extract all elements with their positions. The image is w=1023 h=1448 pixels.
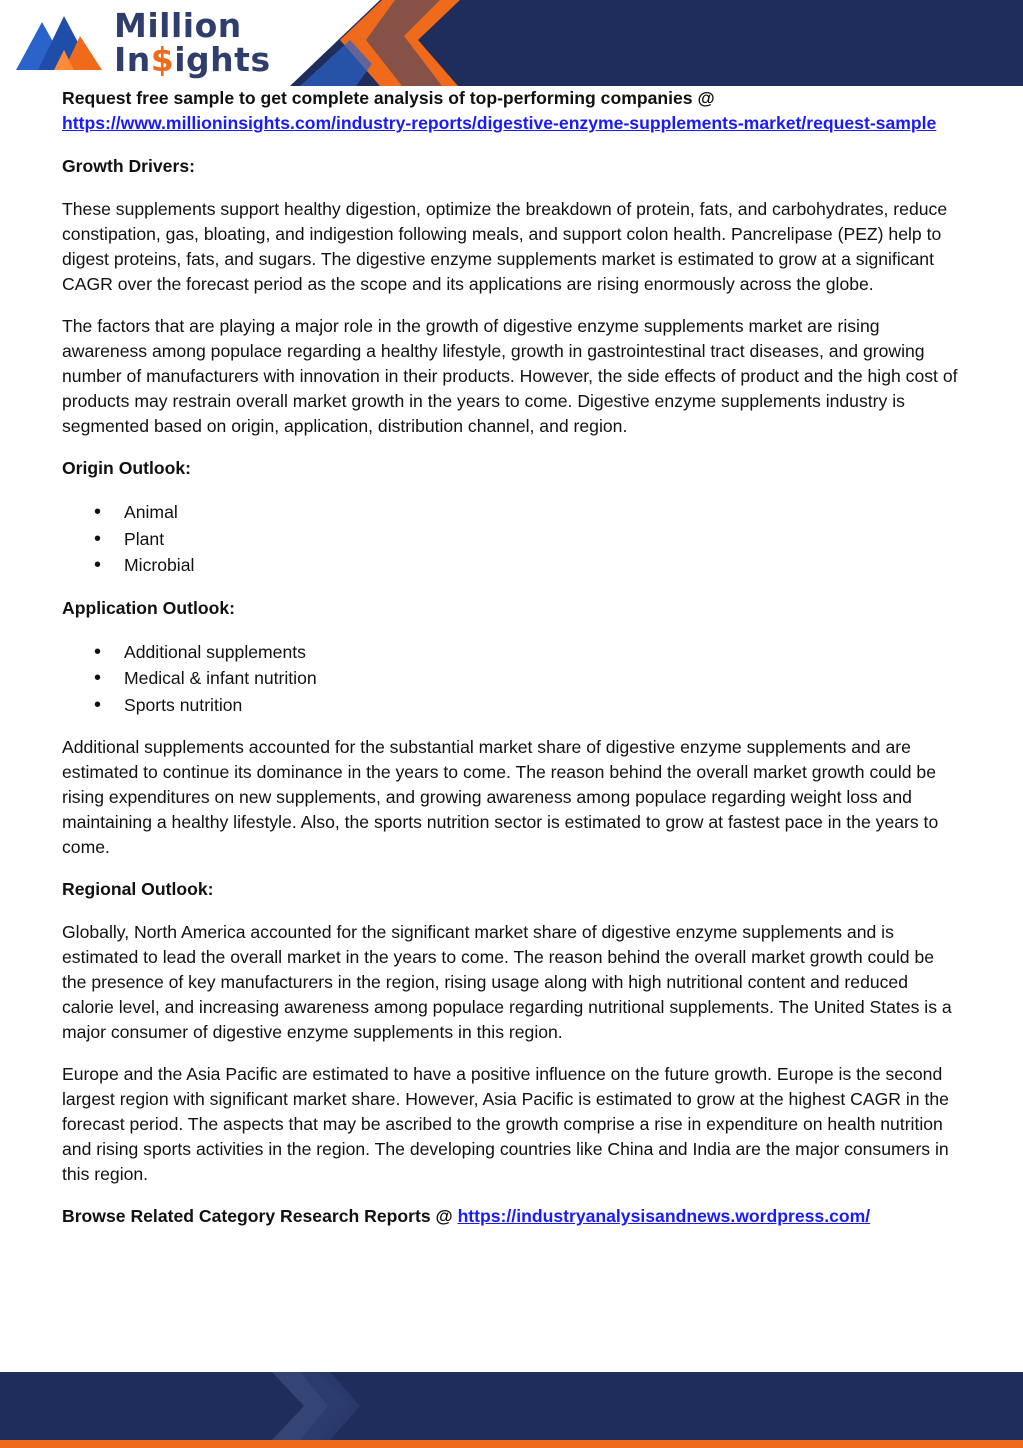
application-outlook-heading: Application Outlook: [62, 597, 235, 618]
logo-line-1: Million [114, 6, 242, 45]
origin-outlook-heading: Origin Outlook: [62, 458, 192, 478]
browse-related-text: Browse Related Category Research Reports @ [62, 1206, 453, 1226]
logo-line-2: In$ights [114, 40, 271, 79]
browse-related-line [62, 1204, 962, 1229]
list-item: • Additional supplements [124, 639, 962, 666]
growth-paragraph-1: These supplements support healthy digestion, optimize the breakdown of protein, fats, and carbohydrates, reduce constipation, gas, bloating, and indigestion following meals, and support colon health. Pancrelipase (PEZ) help to digest proteins, fats, and sugars. The digestive enzyme supplements market is estimated to grow at a significant CAGR over the forecast period as the scope and its applications are rising enormously across the globe. [62, 199, 948, 294]
growth-drivers-heading: Growth Drivers: [62, 156, 195, 176]
list-item: • Sports nutrition [124, 692, 962, 719]
regional-paragraph-1: Globally, North America accounted for the significant market share of digestive enzyme supplements and is estimated to lead the overall market in the years to come. The reason behind the overall market growth could be the presence of key manufacturers in the region, rising usage along with high nutritional content and reduced calorie level, and increasing awareness among populace regarding nutritional supplements. The United States is a major consumer of digestive enzyme supplements in this region. [62, 922, 952, 1042]
application-list [62, 639, 962, 719]
related-reports-link[interactable]: https://industryanalysisandnews.wordpress.com/ [457, 1206, 871, 1226]
list-item: • Animal [124, 499, 962, 526]
logo-mountain-icon [16, 6, 108, 74]
origin-list [62, 499, 962, 579]
intro-request-text: Request free sample to get complete analysis of top-performing companies @ [62, 88, 715, 108]
regional-paragraph-2: Europe and the Asia Pacific are estimated to have a positive influence on the future growth. Europe is the second largest region with significant market share. However, Asia Pacific is estimated to grow at the highest CAGR in the forecast period. The aspects that may be ascribed to the growth comprise a rise in expenditure on health nutrition and rising sports activities in the region. The developing countries like China and India are the major consumers in this region. [62, 1064, 949, 1184]
list-item: • Medical & infant nutrition [124, 665, 962, 692]
regional-outlook-heading: Regional Outlook: [62, 879, 214, 899]
document-body [62, 86, 962, 1229]
growth-paragraph-2: The factors that are playing a major role in the growth of digestive enzyme supplements market are rising awareness among populace regarding a healthy lifestyle, growth in gastrointestinal tract diseases, and growing number of manufacturers with innovation in their products. However, the side effects of product and the high cost of products may restrain overall market growth in the years to come. Digestive enzyme supplements industry is segmented based on origin, application, distribution channel, and region. [62, 316, 958, 436]
footer-banner-graphic [0, 1372, 1023, 1448]
list-item: • Microbial [124, 552, 962, 579]
page-footer-banner [0, 1372, 1023, 1448]
request-sample-link[interactable]: https://www.millioninsights.com/industry-reports/digestive-enzyme-supplements-market/request-sample [62, 113, 937, 133]
page-header-banner [0, 0, 1023, 86]
list-item: • Plant [124, 526, 962, 553]
logo-wordmark [114, 6, 271, 79]
million-insights-logo [16, 6, 271, 79]
application-paragraph: Additional supplements accounted for the substantial market share of digestive enzyme supplements and are estimated to continue its dominance in the years to come. The reason behind the overall market growth could be rising expenditures on new supplements, and growing awareness among populace regarding weight loss and maintaining a healthy lifestyle. Also, the sports nutrition sector is estimated to grow at fastest pace in the years to come. [62, 737, 939, 857]
